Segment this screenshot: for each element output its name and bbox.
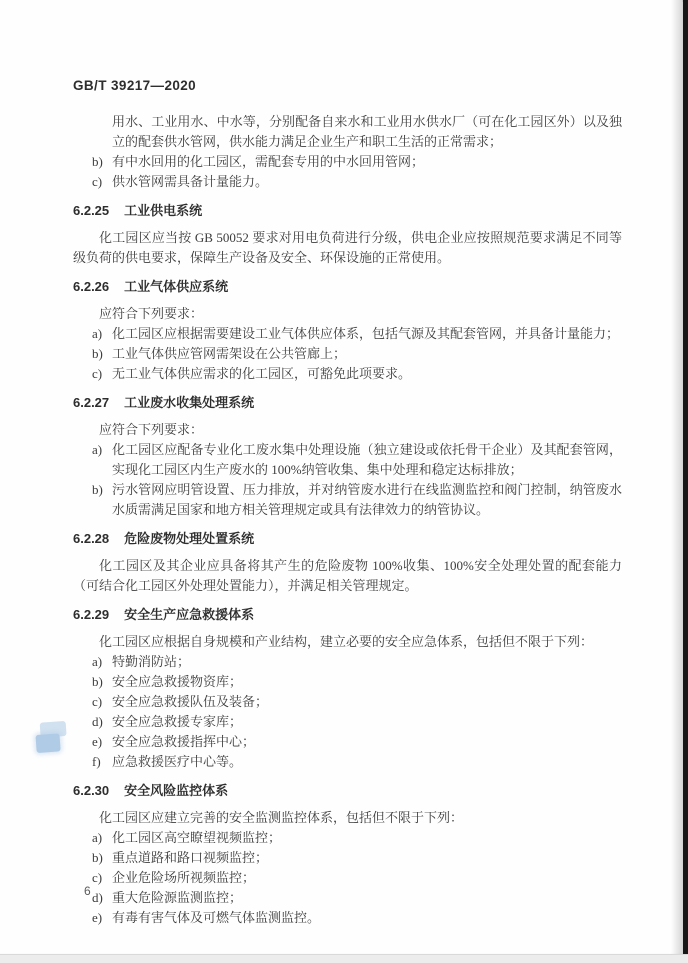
list-marker: b)	[92, 154, 103, 169]
list-marker: c)	[92, 366, 103, 381]
list-item	[73, 172, 622, 192]
section-paragraph: 应符合下列要求：	[99, 306, 204, 321]
blue-stamp-watermark	[35, 721, 68, 763]
list-item-text: 安全应急救援物资库；	[112, 674, 243, 689]
section-paragraph: 化工园区应根据自身规模和产业结构，建立必要的安全应急体系，包括但不限于下列：	[99, 634, 594, 649]
list-item	[73, 732, 622, 752]
list-marker: b)	[92, 850, 103, 865]
section-title: 工业废水收集处理系统	[124, 395, 255, 410]
list-item	[73, 692, 622, 712]
list-marker: f)	[92, 754, 101, 769]
section-paragraph: 化工园区及其企业应具备将其产生的危险废物 100%收集、100%安全处理处置的配套能力（可结合化工园区外处理处置能力），并满足相关管理规定。	[73, 558, 622, 593]
section-number: 6.2.25	[73, 203, 110, 218]
list-marker: c)	[92, 174, 103, 189]
list-marker: c)	[92, 694, 103, 709]
section-number: 6.2.29	[73, 607, 110, 622]
section-title: 安全生产应急救援体系	[124, 607, 255, 622]
section-number: 6.2.26	[73, 279, 110, 294]
list-item	[73, 344, 622, 364]
section-title: 工业供电系统	[124, 203, 203, 218]
list-item-text: 安全应急救援队伍及装备；	[112, 694, 269, 709]
list-item-text: 化工园区应配备专业化工废水集中处理设施（独立建设或依托骨干企业）及其配套管网，实现化工园区内生产废水的 100%纳管收集、集中处理和稳定达标排放；	[112, 442, 622, 477]
section-number: 6.2.30	[73, 783, 110, 798]
list-item	[73, 480, 622, 520]
list-item-text: 特勤消防站；	[112, 654, 191, 669]
list-marker: b)	[92, 346, 103, 361]
page-number: 6	[84, 884, 91, 898]
list-item-text: 有中水回用的化工园区，需配套专用的中水回用管网；	[112, 154, 425, 169]
section-title: 工业气体供应系统	[124, 279, 229, 294]
list-marker: e)	[92, 910, 103, 925]
section-paragraph: 化工园区应当按 GB 50052 要求对用电负荷进行分级，供电企业应按照规范要求满足不同等级负荷的供电要求，保障生产设备及安全、环保设施的正常使用。	[73, 230, 622, 265]
section-paragraph: 应符合下列要求：	[99, 422, 204, 437]
standard-number-header: GB/T 39217—2020	[73, 78, 197, 93]
section-6-2-25	[73, 201, 622, 268]
section-title: 安全风险监控体系	[124, 783, 229, 798]
list-item-text: 应急救援医疗中心等。	[112, 754, 243, 769]
list-item	[73, 752, 622, 772]
list-item-text: 供水管网需具备计量能力。	[112, 174, 269, 189]
section-heading	[73, 393, 622, 413]
list-item-text: 有毒有害气体及可燃气体监测监控。	[112, 910, 321, 925]
stamp-fragment-bottom	[35, 733, 60, 753]
section-heading	[73, 201, 622, 221]
list-item	[73, 888, 622, 908]
list-item	[73, 324, 622, 344]
list-item	[73, 652, 622, 672]
list-item	[73, 152, 622, 172]
section-6-2-27	[73, 393, 622, 520]
section-heading	[73, 277, 622, 297]
list-marker: a)	[92, 830, 103, 845]
scan-edge-bottom	[0, 954, 688, 963]
list-item-text: 企业危险场所视频监控；	[112, 870, 256, 885]
list-marker: a)	[92, 654, 103, 669]
section-6-2-26	[73, 277, 622, 384]
section-6-2-28	[73, 529, 622, 596]
list-item	[73, 908, 622, 928]
list-marker: e)	[92, 734, 103, 749]
list-marker: b)	[92, 482, 103, 497]
section-number: 6.2.27	[73, 395, 110, 410]
list-item	[73, 712, 622, 732]
list-item-text: 化工园区高空瞭望视频监控；	[112, 830, 282, 845]
list-item-text: 工业气体供应管网需架设在公共管廊上；	[112, 346, 347, 361]
list-item-text: 重大危险源监测监控；	[112, 890, 243, 905]
list-marker: d)	[92, 714, 103, 729]
page-content	[73, 76, 622, 928]
section-6-2-30	[73, 781, 622, 928]
list-marker: a)	[92, 326, 103, 341]
list-marker: a)	[92, 442, 103, 457]
scan-edge-right-shadow	[671, 0, 683, 963]
section-paragraph: 化工园区应建立完善的安全监测监控体系，包括但不限于下列：	[99, 810, 464, 825]
section-title: 危险废物处理处置系统	[124, 531, 255, 546]
section-heading	[73, 781, 622, 801]
list-marker: b)	[92, 674, 103, 689]
list-marker: d)	[92, 890, 103, 905]
list-item-text: 重点道路和路口视频监控；	[112, 850, 269, 865]
section-heading	[73, 605, 622, 625]
list-item-text: 化工园区应根据需要建设工业气体供应体系，包括气源及其配套管网，并具备计量能力；	[112, 326, 620, 341]
list-item	[73, 848, 622, 868]
list-item	[73, 672, 622, 692]
section-heading	[73, 529, 622, 549]
list-item-text: 无工业气体供应需求的化工园区，可豁免此项要求。	[112, 366, 412, 381]
section-number: 6.2.28	[73, 531, 110, 546]
list-item-text: 安全应急救援指挥中心；	[112, 734, 256, 749]
list-item	[73, 364, 622, 384]
list-item-text: 安全应急救援专家库；	[112, 714, 243, 729]
list-item	[73, 440, 622, 480]
section-6-2-29	[73, 605, 622, 772]
list-item	[73, 828, 622, 848]
list-item-text: 污水管网应明管设置、压力排放，并对纳管废水进行在线监测监控和阀门控制，纳管废水水质需满足国家和地方相关管理规定或具有法律效力的纳管协议。	[112, 482, 622, 517]
continuation-paragraph: 用水、工业用水、中水等，分别配备自来水和工业用水供水厂（可在化工园区外）以及独立的配套供水管网，供水能力满足企业生产和职工生活的正常需求；	[112, 114, 622, 149]
scan-edge-right-dark	[683, 0, 688, 963]
list-marker: c)	[92, 870, 103, 885]
list-item	[73, 868, 622, 888]
